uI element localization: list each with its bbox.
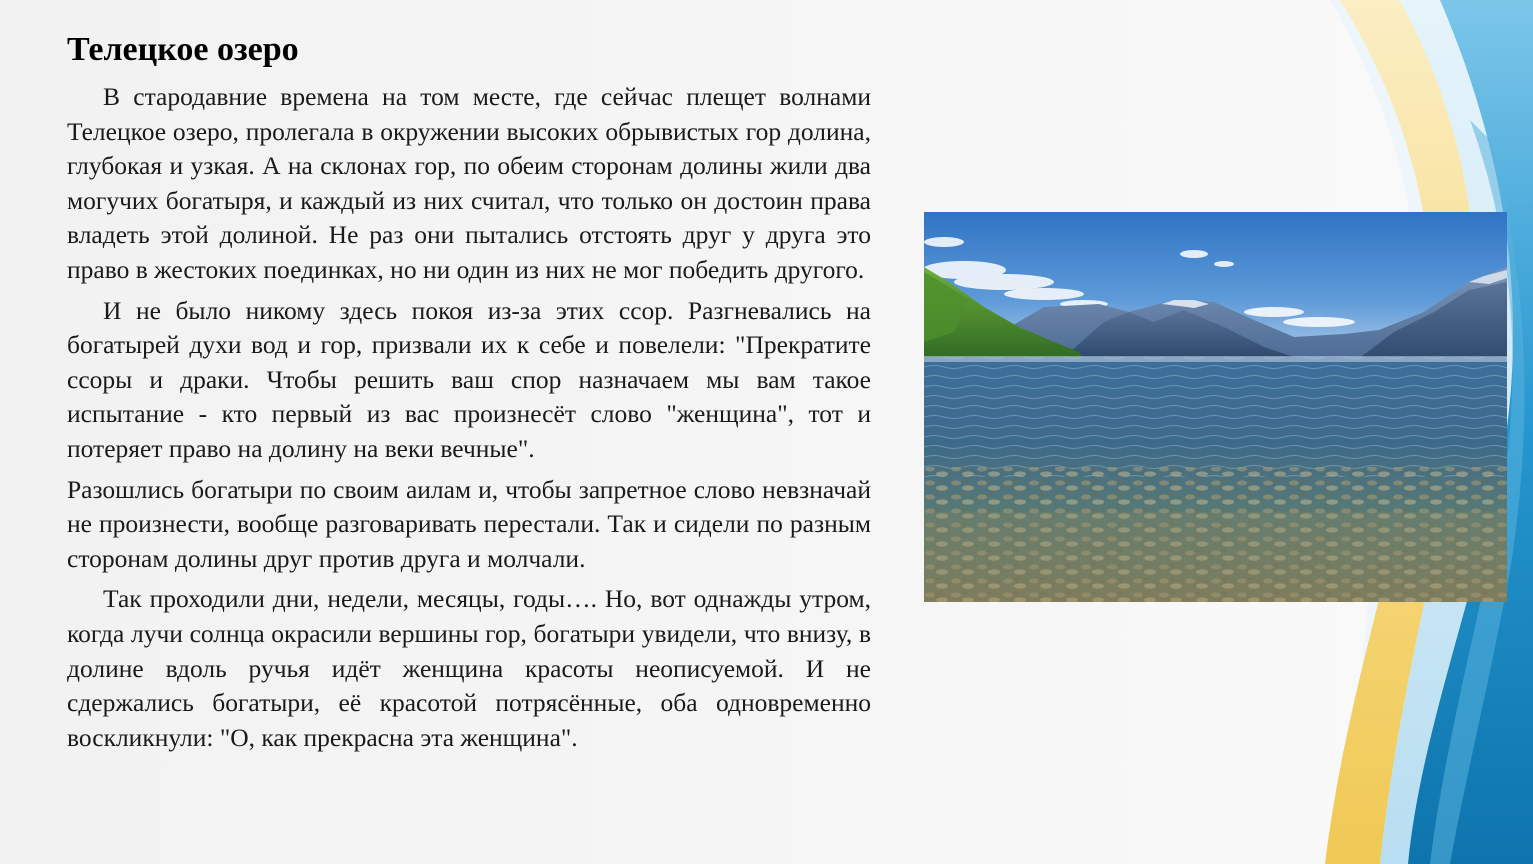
paragraph-4: Так проходили дни, недели, месяцы, годы…. Но, вот однажды утром, когда лучи солнца окрасили вершины гор, богатыри увидели, что внизу, в долине вдоль ручья идёт женщина красоты неописуемой. И не сдержались богатыри, её красотой потрясённые, оба одновременно воскликнули: "О, как прекрасна эта женщина".: [67, 584, 871, 752]
story-text: [67, 80, 871, 761]
page-title: Телецкое озеро: [67, 31, 299, 68]
lake-photo: [924, 212, 1507, 602]
paragraph-2: И не было никому здесь покоя из-за этих ссор. Разгневались на богатырей духи вод и гор, призвали их к себе и повелели: "Прекратите ссоры и драки. Чтобы решить ваш спор назначаем мы вам такое испытание - кто первый из вас произнесёт слово "женщина", тот и потеряет право на долину на веки вечные".: [67, 295, 871, 463]
paragraph-1: В стародавние времена на том месте, где сейчас плещет волнами Телецкое озеро, пролегала в окружении высоких обрывистых гор долина, глубокая и узкая. А на склонах гор, по обеим сторонам долины жили два могучих богатыря, и каждый из них считал, что только он достоин права владеть этой долиной. Не раз они пытались отстоять друг у друга это право в жестоких поединках, но ни один из них не мог победить другого.: [67, 82, 871, 284]
paragraph-3: Разошлись богатыри по своим аилам и, чтобы запретное слово невзначай не произнести, вообще разговаривать перестали. Так и сидели по разным сторонам долины друг против друга и молчали.: [67, 474, 871, 573]
